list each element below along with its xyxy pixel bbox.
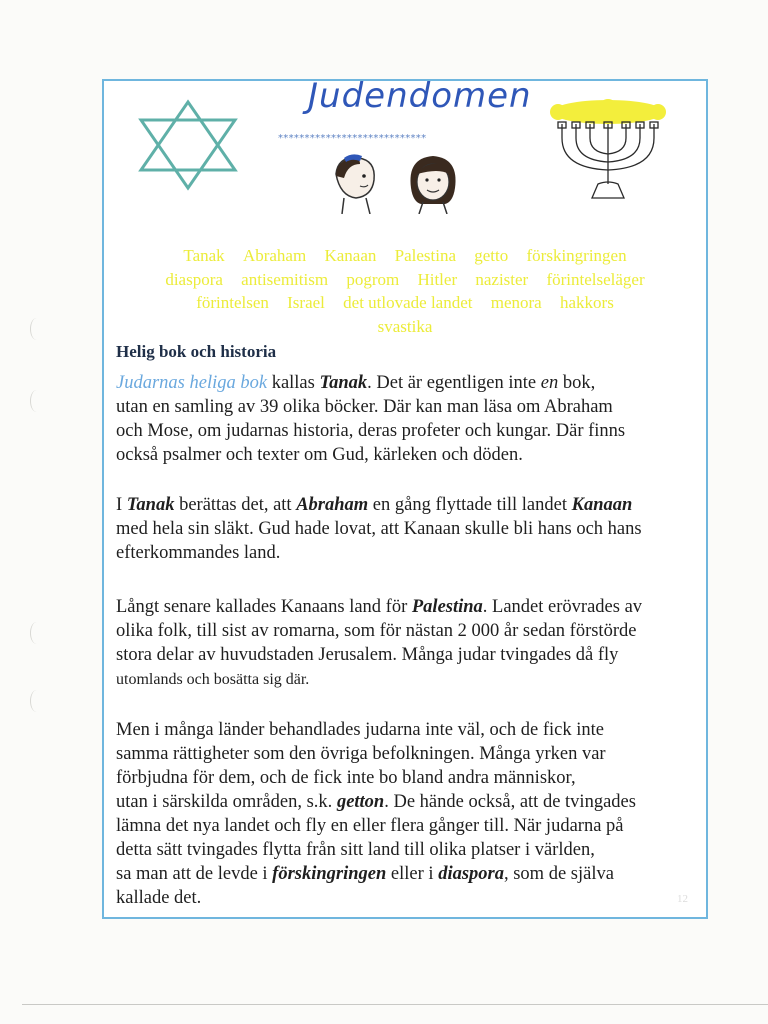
text-run: utan i särskilda områden, s.k. bbox=[116, 792, 337, 812]
boy-with-kippah-icon bbox=[330, 152, 382, 214]
text-run: eller i bbox=[386, 864, 439, 884]
binder-hole bbox=[30, 690, 43, 712]
keyword: Abraham bbox=[242, 246, 307, 265]
emphasis: getton bbox=[336, 792, 385, 812]
text-line: lämna det nya landet och fly en eller flera gånger till. När judarna på bbox=[116, 816, 624, 836]
text-line: utan en samling av 39 olika böcker. Där kan man läsa om Abraham bbox=[116, 397, 613, 417]
page-number: 12 bbox=[677, 893, 688, 905]
page-title: Judendomen bbox=[308, 76, 532, 116]
girl-face-icon bbox=[405, 152, 461, 214]
text-run: en gång flyttade till landet bbox=[368, 495, 572, 515]
text-line: kallade det. bbox=[116, 888, 202, 908]
text-line: samma rättigheter som den övriga befolkningen. Många yrken var bbox=[116, 744, 606, 764]
text-line: med hela sin släkt. Gud hade lovat, att Kanaan skulle bli hans och hans bbox=[116, 519, 642, 539]
keyword: menora bbox=[490, 293, 542, 312]
text-line: stora delar av huvudstaden Jerusalem. Många judar tvingades då fly bbox=[116, 645, 619, 665]
keyword: det utlovade landet bbox=[343, 293, 473, 312]
keyword: Hitler bbox=[417, 269, 458, 289]
star-of-david-icon bbox=[135, 98, 241, 192]
page-bottom-edge bbox=[22, 1004, 768, 1005]
menorah-icon bbox=[548, 98, 668, 206]
text-line: Men i många länder behandlades judarna inte väl, och de fick inte bbox=[116, 720, 605, 740]
keyword: förskingringen bbox=[526, 246, 627, 265]
text-run: , som de själva bbox=[503, 864, 614, 884]
text-line: olika folk, till sist av romarna, som för nästan 2 000 år sedan förstörde bbox=[116, 621, 637, 641]
binder-hole bbox=[30, 318, 43, 340]
text-run: . De hände också, att de tvingades bbox=[384, 792, 636, 812]
emphasis: Palestina bbox=[411, 597, 483, 617]
text-line: efterkommandes land. bbox=[116, 543, 281, 563]
text-run: kallas bbox=[267, 373, 320, 393]
section-heading: Helig bok och historia bbox=[116, 342, 277, 361]
paragraph-3 bbox=[116, 595, 706, 692]
emphasis: Abraham bbox=[296, 495, 369, 515]
keyword: pogrom bbox=[346, 269, 400, 289]
keyword: Israel bbox=[287, 293, 325, 312]
text-line: detta sätt tvingades flytta från sitt land till olika platser i världen, bbox=[116, 840, 595, 860]
keyword: förintelsen bbox=[196, 293, 269, 312]
text-run: berättas det, att bbox=[174, 495, 297, 515]
emphasis: Tanak bbox=[126, 495, 175, 515]
text-line: och Mose, om judarnas historia, deras profeter och kungar. Där finns bbox=[116, 421, 626, 441]
text-line: också psalmer och texter om Gud, kärleken och döden. bbox=[116, 445, 523, 465]
paragraph-2 bbox=[116, 493, 706, 565]
keyword: nazister bbox=[475, 269, 529, 289]
emphasis: diaspora bbox=[438, 864, 504, 884]
keyword: svastika bbox=[377, 316, 433, 336]
keyword: förintelseläger bbox=[546, 269, 645, 289]
text-run: . Det är egentligen inte bbox=[367, 373, 541, 393]
keyword: getto bbox=[474, 246, 509, 265]
highlighted-phrase: Judarnas heliga bok bbox=[116, 373, 268, 393]
text-run: bok, bbox=[558, 373, 596, 393]
keyword: hakkors bbox=[559, 293, 614, 312]
emphasis: Tanak bbox=[319, 373, 368, 393]
emphasis: Kanaan bbox=[571, 495, 633, 515]
binder-hole bbox=[30, 390, 43, 412]
keyword-list bbox=[112, 244, 698, 338]
text-run: I bbox=[116, 495, 127, 515]
paragraph-4 bbox=[116, 718, 706, 910]
paragraph-1 bbox=[116, 371, 706, 467]
text-run: Långt senare kallades Kanaans land för bbox=[116, 597, 412, 617]
text-run: sa man att de levde i bbox=[116, 864, 273, 884]
text-run: . Landet erövrades av bbox=[482, 597, 643, 617]
emphasis: en bbox=[540, 373, 559, 393]
keyword: Tanak bbox=[183, 246, 225, 265]
keyword: Palestina bbox=[394, 246, 457, 265]
text-line: utomlands och bosätta sig där. bbox=[116, 671, 310, 688]
emphasis: förskingringen bbox=[272, 864, 387, 884]
keyword: diaspora bbox=[165, 269, 223, 289]
binder-hole bbox=[30, 622, 43, 644]
keyword: Kanaan bbox=[324, 246, 377, 265]
title-underline-stars: **************************** bbox=[278, 133, 427, 144]
keyword: antisemitism bbox=[241, 269, 329, 289]
text-line: förbjudna för dem, och de fick inte bo bland andra människor, bbox=[116, 768, 576, 788]
